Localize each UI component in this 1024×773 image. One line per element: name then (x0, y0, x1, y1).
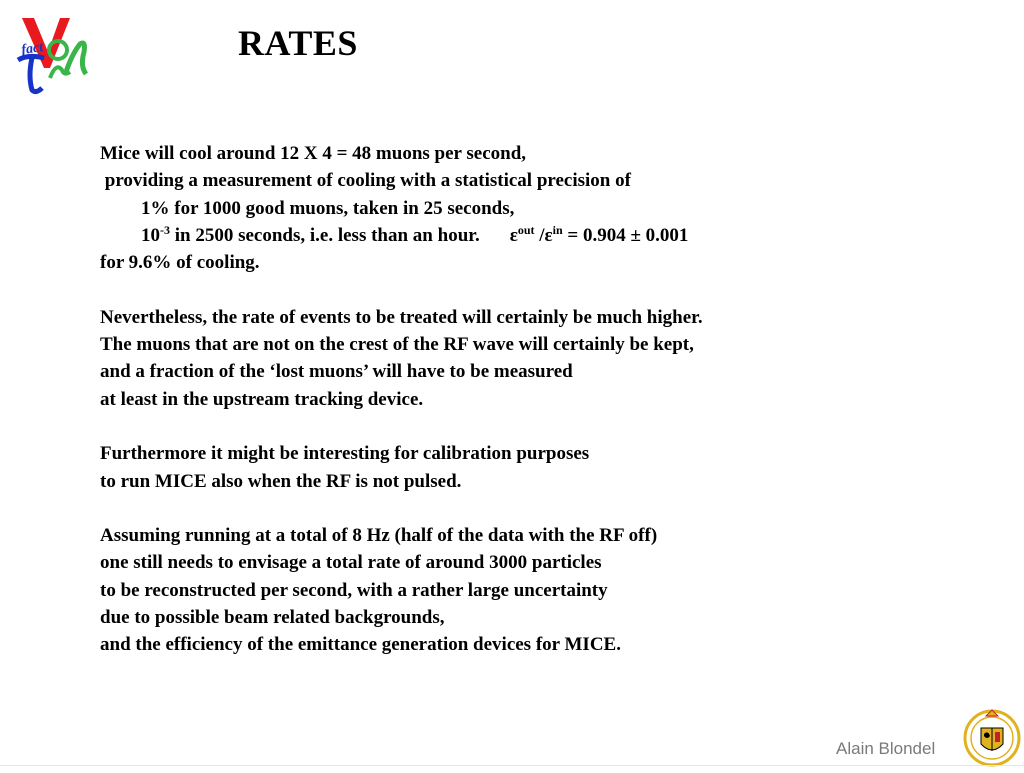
text-fragment: in 2500 seconds, i.e. less than an hour. (170, 224, 480, 246)
text-line: providing a measurement of cooling with a statistical precision of (100, 170, 631, 192)
text-line: and a fraction of the ‘lost muons’ will have to be measured (100, 361, 573, 383)
superscript-in: in (552, 222, 563, 237)
epsilon-symbol: ε (544, 224, 553, 246)
page-title: RATES (238, 23, 358, 63)
base-value: 10 (141, 224, 160, 246)
text-line: due to possible beam related backgrounds, (100, 607, 445, 629)
text-line: Furthermore it might be interesting for calibration purposes (100, 443, 590, 465)
text-line: Assuming running at a total of 8 Hz (half of the data with the RF off) (100, 525, 658, 547)
text-line: to be reconstructed per second, with a rather large uncertainty (100, 579, 608, 601)
logo-text: fact (20, 40, 45, 58)
text-line: at least in the upstream tracking device. (100, 388, 424, 410)
exponent: -3 (160, 222, 170, 237)
university-seal-icon (962, 706, 1022, 768)
text-line: 1% for 1000 good muons, taken in 25 seconds, (141, 197, 515, 219)
text-line: to run MICE also when the RF is not pulsed. (100, 470, 462, 492)
nufact-logo-graphic (14, 14, 100, 96)
author-name: Alain Blondel (836, 739, 936, 758)
slash: / (534, 224, 545, 246)
nufact-logo (14, 14, 100, 96)
text-line: Mice will cool around 12 X 4 = 48 muons per second, (100, 143, 527, 164)
superscript-out: out (517, 222, 535, 237)
text-line: one still needs to envisage a total rate of around 3000 particles (100, 552, 602, 574)
text-line: and the efficiency of the emittance generation devices for MICE. (100, 634, 621, 656)
formula-line (100, 222, 1000, 249)
slide-body (100, 140, 1000, 659)
text-line: The muons that are not on the crest of the RF wave will certainly be kept, (100, 334, 694, 356)
divider (0, 765, 1024, 766)
text-line: Nevertheless, the rate of events to be treated will certainly be much higher. (100, 306, 703, 328)
ratio-result: = 0.904 ± 0.001 (562, 224, 689, 246)
epsilon-symbol: ε (509, 224, 518, 246)
text-line: for 9.6% of cooling. (100, 252, 260, 274)
